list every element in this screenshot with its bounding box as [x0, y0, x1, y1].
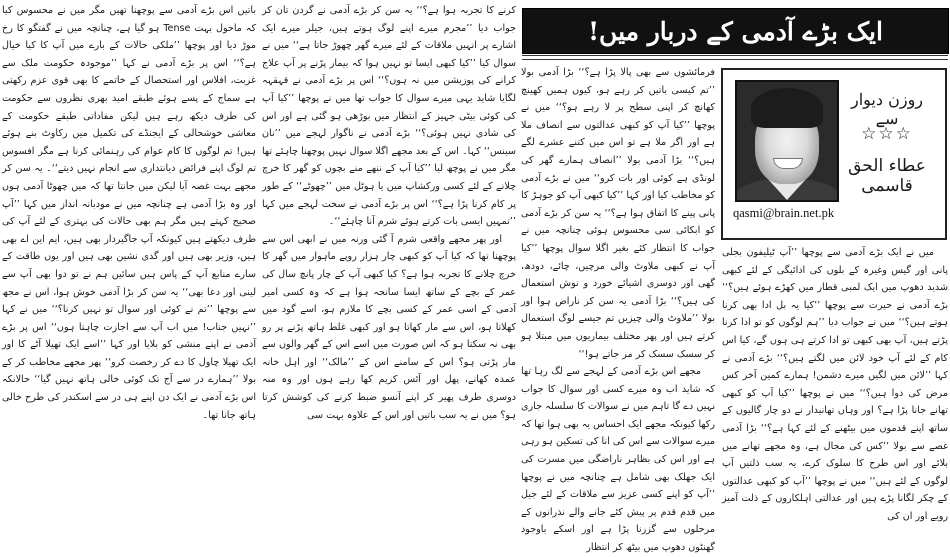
text-column-4: [2, 2, 256, 424]
photo-hair: [751, 88, 823, 128]
text-column-1: [722, 244, 948, 526]
author-box: [721, 68, 947, 240]
author-name: عطاء الحق قاسمی: [848, 156, 926, 196]
stars-icon: ☆☆☆: [861, 124, 913, 144]
author-email: qasmi@brain.net.pk: [733, 206, 835, 220]
text-column-3: [262, 2, 516, 424]
paragraph: فرمائشوں سے بھی پالا پڑا ہے؟‘‘ بڑا آدمی بولا ’’تم کیسی باتیں کر رہے ہو، کیوں ہمیں کھینچ کھانچ کر اپنی سطح پر لا رہے ہو؟‘‘ میں نے پوچھا ’’کیا آپ کو کبھی عدالتوں سے انصاف ملا ہے اور اگر ملا ہے تو اس میں کتنے عشرے لگے ہیں؟‘‘ بڑا آدمی بولا ’’انصاف ہمارے گھر کی لونڈی ہے کوئی اور بات کرو‘‘ میں نے بڑے آدمی کو مخاطب کیا اور کہا ’’کیا کبھی آپ کو جوہڑ کا پانی پینے کا اتفاق ہوا ہے؟‘‘ یہ سن کر بڑے آدمی کو ابکائی سی محسوس ہوئی چنانچہ میں نے جواب کا انتظار کئے بغیر اگلا سوال پوچھا ’’کیا آپ نے کبھی ملاوٹ والی مرچیں، چائے، دودھ، گھی اور دوسری اشیائے خورد و نوش استعمال کی ہیں؟‘‘ بڑا آدمی یہ سن کر ناراض ہوا اور بولا ’’ملاوٹ والی چیزیں تم جیسے لوگ استعمال کرتے ہیں اور پھر مختلف بیماریوں میں مبتلا ہو کر سسک سسک کر مر جاتے ہو!‘‘: [521, 67, 715, 360]
paragraph: اور پھر مجھے واقعی شرم آ گئی ورنہ میں نے ابھی اس سے پوچھنا تھا کہ کیا آپ کو کبھی چار ہزار روپے ماہوار میں گھر کا خرچ چلانے کا تجربہ ہوا ہے؟ کیا کبھی آپ کے چار پانچ سال کی عمر کے بچے کے ساتھ ایسا سانحہ ہوا ہے کہ وہ کسی امیر آدمی کے اسی عمر کے کسی بچے کا ملازم ہو، اسے گود میں کھلاتا ہو، اس سے مار کھاتا ہو اور کبھی غلط ہاتھ پڑنے پر رو بھی نہ سکتا ہو کہ اس صورت میں اسے اس کے گھر والوں سے مار پڑتی ہو؟ اس کے سامنے اس کے ’’مالک‘‘ اور اہل خانہ عمدہ کھانے، پھل اور آئس کریم کھا رہے ہوں اور وہ منہ دوسری طرف پھیر کر اپنے آنسو ضبط کرنے کی کوشش کرتا ہو؟ میں نے یہ سب باتیں اور اس کے علاوہ بہت سی: [262, 233, 516, 421]
author-photo: [735, 80, 839, 202]
headline-banner: [522, 8, 949, 54]
headline: ایک بڑے آدمی کے دربار میں!: [588, 16, 883, 46]
paragraph: مجھے اس بڑے آدمی کے لہجے سے لگ رہا تھا کہ شاید اب وہ میرے کسی اور سوال کا جواب نہیں دے گا تاہم میں نے سوالات کا سلسلہ جاری رکھا کیونکہ مجھے ایک احساس یہ بھی ہوا تھا کہ میرے سوالات سے اس کی انا کی تسکین ہو رہی ہے اور اس کی بظاہر ناراضگی میں مسرت کی ایک جھلک بھی شامل ہے چنانچہ میں نے پوچھا ’’آپ کو اپنے کسی عزیز سے ملاقات کے لئے جیل میں قدم قدم پر پیش کئے جانے والے نذرانوں کے مرحلوں سے گزرنا پڑا ہے اور اسکے باوجود گھنٹوں دھوپ میں بیٹھ کر انتظار: [521, 366, 715, 554]
headline-rule: [522, 55, 948, 60]
paragraph: میں نے ایک بڑے آدمی سے پوچھا ’’آپ ٹیلیفون بجلی پانی اور گیس وغیرہ کے بلوں کی ادائیگی کے لئے کبھی شدید دھوپ میں ایک لمبی قطار میں کھڑے ہوئے ہیں؟‘‘ بڑے آدمی نے حیرت سے پوچھا ’’کیا یہ بل ادا بھی کرنا ہوتے ہیں؟‘‘ میں نے جواب دیا ’’ہم لوگوں کو تو ادا کرنا پڑتے ہیں، آپ بھی کبھی تو ادا کرتے ہی ہوں گے، کیا اس کام کے لئے آپ خود لائن میں لگتے ہیں؟‘‘ بڑے آدمی نے کہا ’’لائن میں لگیں میرے دشمن! ہمارے کمین آخر کس مرض کی دوا ہیں؟‘‘ میں نے پوچھا ’’کیا آپ کو کبھی تھانے جانا پڑا ہے؟ اور وہاں تھانیدار نے دو چار گالیوں کے ساتھ اپنے قدموں میں بیٹھنے کے لئے کہا ہے؟‘‘ بڑا آدمی غصے سے بولا ’’کس کی مجال ہے، وہ مجھے تھانے میں بلائے اور اس طرح کا سلوک کرے، یہ سب ذلتیں آپ لوگوں کے لئے ہیں‘‘ میں نے پوچھا ’’آپ کو کبھی عدالتوں کے چکر لگانا پڑے ہیں اور عدالتی اہلکاروں کے ذلت آمیز رویے اور ان کی: [722, 247, 948, 522]
paragraph: باتیں اس بڑے آدمی سے پوچھنا تھیں مگر میں نے محسوس کیا کہ ماحول بہت Tense ہو گیا ہے، چنانچہ میں نے گفتگو کا رخ موڑ دیا اور پوچھا ’’ملکی حالات کے بارے میں آپ کا کیا خیال ہے؟‘‘ اس پر بڑے آدمی نے کہا ’’موجودہ حکومت ملک سے غربت، افلاس اور استحصال کے خاتمے کا بھی قوی عزم رکھتی ہے سماج کے پسے ہوئے طبقے امید بھری نظروں سے حکومت کی طرف دیکھ رہے ہیں لیکن مفاداتی طبقے حکومت کے معاشی خوشحالی کے ایجنڈے کی تکمیل میں رکاوٹ بنے ہوئے ہیں! تم لوگوں کا کام عوام کی رہنمائی کرنا ہے مگر افسوس تم لوگ اپنے فرائض دیانتداری سے انجام نہیں دیتے‘‘۔ یہ سن کر مجھے بہت غصہ آیا لیکن میں جانتا تھا کہ میں چھوٹا آدمی ہوں اور وہ بڑا آدمی ہے چنانچہ میں نے مودبانہ انداز میں کہا ’’آپ صحیح کہتے ہیں مگر ہم بھی حالات کی بہتری کے لئے آپ کی طرف دیکھتے ہیں کیونکہ آپ جاگیردار بھی ہیں، ایم این اے بھی ہیں، وزیر بھی ہیں اور گدی نشین بھی ہیں اور یوں طاقت کے سارے منابع آپ کے پاس ہیں سائیں ہم نے تو دوا بھی آپ سے لینی اور دعا بھی‘‘ یہ سن کر بڑا آدمی خوش ہوا، اس نے مجھ سے پوچھا ’’تم نے کوئی اور سوال تو نہیں کرنا؟‘‘ میں نے کہا ’’نہیں جناب! میں اب آپ سے اجازت چاہتا ہوں‘‘ اس پر بڑے آدمی نے اپنے منشی کو بلایا اور کہا ’’اسے ایک تھیلا آٹے کا اور ایک تھیلا چاول کا دے کر رخصت کرو‘‘ پھر مجھے مخاطب کر کے بولا ’’ہمارے در سے آج تک کوئی خالی ہاتھ نہیں گیا‘‘ حالانکہ اس بڑے آدمی نے ایک دن اپنے ہی در سے اسکندر کی طرح خالی ہاتھ جانا تھا۔: [2, 5, 257, 421]
text-column-2: [521, 64, 715, 557]
column-series-name: روزن دیوار سے: [850, 90, 924, 128]
paragraph: کرنے کا تجربہ ہوا ہے؟‘‘ یہ سن کر بڑے آدمی نے گردن تان کر جواب دیا ’’مجرم میرے اپنے لوگ ہوتے ہیں، جیلر میرے ایک اشارے پر انہیں ملاقات کے لئے میرے گھر چھوڑ جاتا ہے‘‘ میں نے سوال کیا ’’کیا کبھی ایسا تو نہیں ہوا کہ بیمار پڑنے پر آپ علاج کرانے کی پوزیشن میں نہ ہوں؟‘‘ اس پر بڑے آدمی نے قہقہہ لگایا شاید یہی میرے سوال کا جواب تھا میں نے پوچھا ’’کیا آپ کی کوئی بیٹی جہیز کے انتظار میں بوڑھی ہو گئی ہے اور اس کی شادی نہیں ہوئی؟‘‘ بڑے آدمی نے ناگوار لہجے میں ’’نان سینس‘‘ کہا۔ اس کے بعد مجھے اگلا سوال نہیں پوچھنا چاہئے تھا مگر میں نے پوچھ لیا ’’کیا آپ کے ننھے منے بچوں کو گھر کا خرچ چلانے کے لئے کسی ورکشاپ میں یا ہوٹل میں ’’چھوٹے‘‘ کے طور پر کام کرنا پڑا ہے؟‘‘ اس پر بڑے آدمی نے سخت لہجے میں کہا ’’تمہیں ایسی بات کرتے ہوئے شرم آنا چاہئے‘‘۔: [262, 5, 516, 228]
